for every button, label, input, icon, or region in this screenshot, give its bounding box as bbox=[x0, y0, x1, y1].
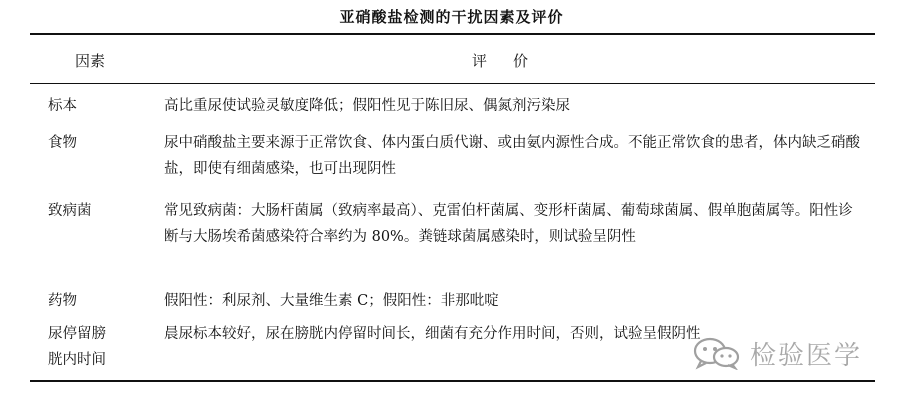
watermark-text: 检验医学 bbox=[750, 340, 863, 371]
factor-cell: 标本 bbox=[48, 98, 77, 114]
evaluation-cell: 晨尿标本较好，尿在膀胱内停留时间长，细菌有充分作用时间，否则，试验呈假阴性 bbox=[164, 326, 701, 342]
factor-cell: 药物 bbox=[48, 293, 77, 309]
watermark bbox=[690, 336, 862, 370]
evaluation-cell: 高比重尿使试验灵敏度降低；假阳性见于陈旧尿、偶氮剂污染尿 bbox=[164, 98, 570, 114]
factor-cell: 致病菌 bbox=[48, 203, 92, 219]
evaluation-cell: 常见致病菌：大肠杆菌属（致病率最高）、克雷伯杆菌属、变形杆菌属、葡萄球菌属、假单胞菌属等。阳性诊断与大肠埃希菌感染符合率约为 80%。粪链球菌属感染时，则试验呈阴性 bbox=[164, 203, 853, 245]
header-evaluation: 评价 bbox=[472, 52, 555, 70]
factor-cell: 食物 bbox=[48, 135, 77, 151]
factor-line: 尿停留膀 bbox=[48, 326, 106, 342]
header-rule bbox=[30, 83, 875, 84]
bottom-rule bbox=[30, 380, 875, 382]
wechat-icon bbox=[690, 336, 742, 370]
header-factor: 因素 bbox=[75, 52, 106, 70]
top-rule bbox=[30, 33, 875, 35]
table-title: 亚硝酸盐检测的干扰因素及评价 bbox=[339, 8, 564, 26]
evaluation-cell: 假阳性：利尿剂、大量维生素 C；假阳性：非那吡啶 bbox=[164, 293, 499, 309]
factor-line: 胱内时间 bbox=[48, 352, 106, 368]
evaluation-cell: 尿中硝酸盐主要来源于正常饮食、体内蛋白质代谢、或由氨内源性合成。不能正常饮食的患者，体内缺乏硝酸盐，即使有细菌感染，也可出现阴性 bbox=[164, 135, 860, 177]
factor-cell bbox=[48, 321, 138, 373]
